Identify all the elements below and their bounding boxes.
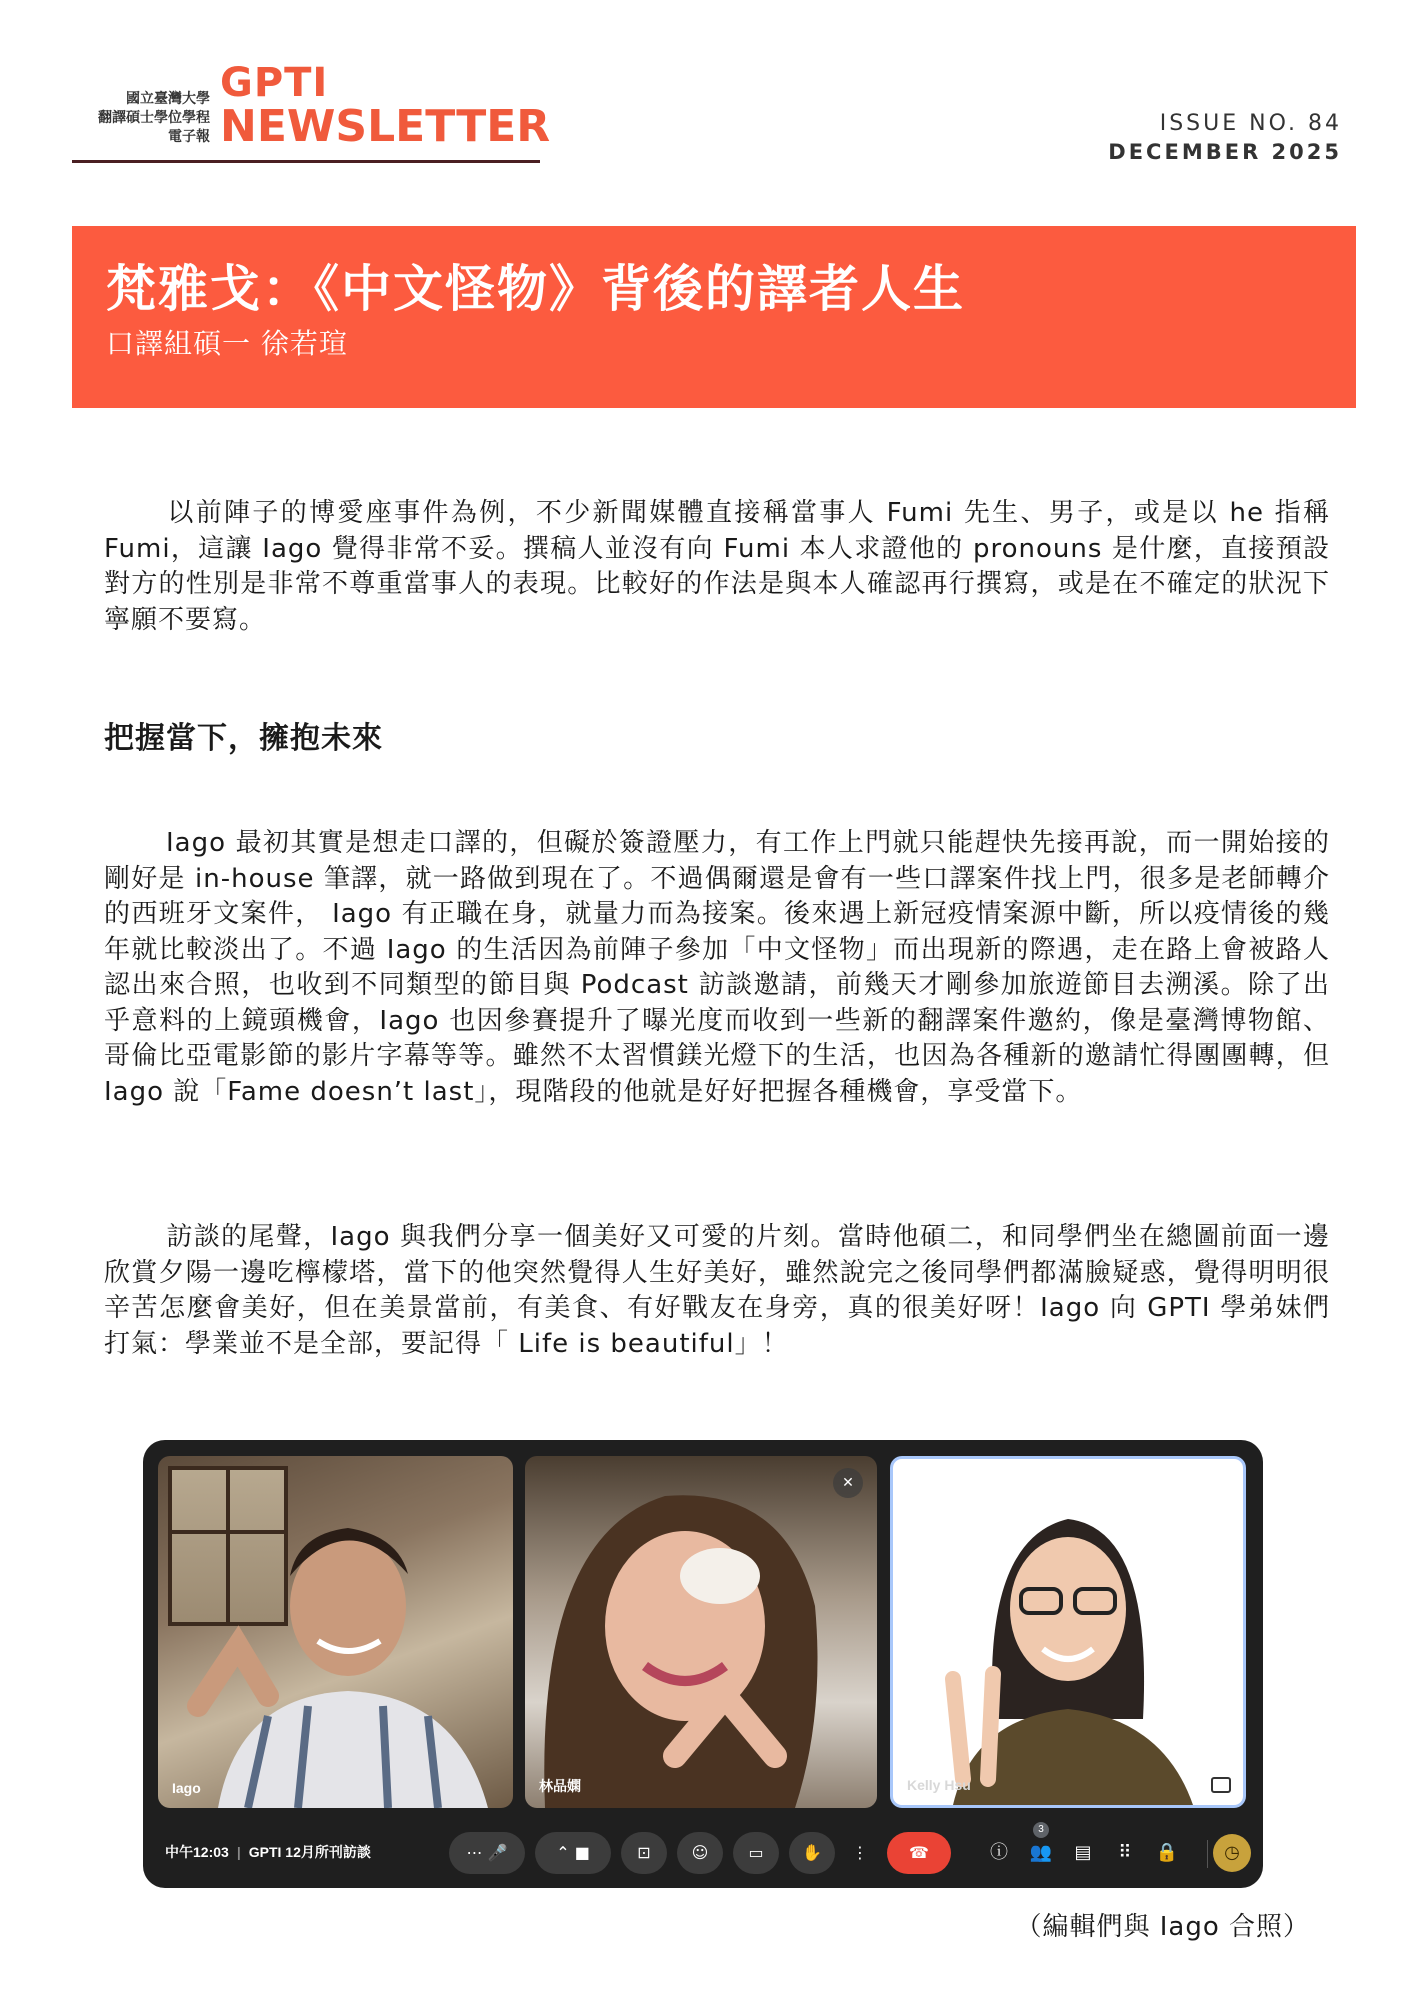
- separator: |: [236, 1844, 241, 1860]
- camera-icon: ■: [574, 1843, 590, 1862]
- fullscreen-icon: [1211, 1777, 1231, 1793]
- participant-tile: [525, 1456, 877, 1808]
- more-icon: ⋯: [466, 1843, 483, 1862]
- captions-icon: ▭: [748, 1843, 764, 1862]
- issue-date: DECEMBER 2025: [1108, 140, 1342, 164]
- masthead-rule: [72, 160, 540, 163]
- issue-info: [1108, 110, 1342, 166]
- info-icon: ⓘ: [990, 1842, 1008, 1863]
- masthead: [72, 60, 551, 164]
- camera-button[interactable]: [535, 1832, 611, 1874]
- people-icon: 👥: [1029, 1842, 1053, 1863]
- activities-button[interactable]: [1105, 1832, 1145, 1874]
- section-heading: 把握當下，擁抱未來: [104, 721, 383, 756]
- issue-number: ISSUE NO. 84: [1159, 111, 1342, 136]
- meeting-name: GPTI 12月所刊訪談: [248, 1844, 371, 1860]
- raise-hand-button[interactable]: [789, 1832, 835, 1874]
- article-title: 梵雅戈：《中文怪物》背後的譯者人生: [106, 260, 965, 318]
- paragraph: 訪談的尾聲，Iago 與我們分享一個美好又可愛的片刻。當時他碩二，和同學們坐在總圖前面一邊欣賞夕陽一邊吃檸檬塔，當下的他突然覺得人生好美好，雖然說完之後同學們都滿臉疑惑，覺得明明很辛苦怎麼會美好，但在美景當前，有美食、有好戰友在身旁，真的很美好呀！Iago 向 GPTI 學弟妹們打氣：學業並不是全部，要記得「 Life is beautiful」！: [104, 1222, 1330, 1359]
- emoji-icon: ☺: [691, 1843, 709, 1862]
- timer-icon: ◷: [1224, 1842, 1240, 1863]
- captions-button[interactable]: [733, 1832, 779, 1874]
- mic-off-icon: ✕: [833, 1468, 863, 1498]
- chat-icon: ▤: [1074, 1842, 1092, 1863]
- participant-name: 林品嫻: [539, 1778, 581, 1794]
- toolbar-divider: [1207, 1840, 1208, 1868]
- more-vert-icon: ⋮: [852, 1843, 868, 1862]
- participant-photo: [893, 1459, 1243, 1805]
- end-call-icon: ☎: [909, 1843, 929, 1862]
- activities-icon: ⠿: [1118, 1842, 1132, 1863]
- mic-button[interactable]: [449, 1832, 525, 1874]
- newsletter-logo: GPTI NEWSLETTER: [220, 60, 551, 152]
- emoji-button[interactable]: [677, 1832, 723, 1874]
- people-button[interactable]: [1021, 1824, 1061, 1874]
- video-call-screenshot: [143, 1440, 1263, 1888]
- present-button[interactable]: [621, 1832, 667, 1874]
- host-controls-icon: 🔒: [1155, 1842, 1179, 1863]
- end-call-button[interactable]: [887, 1832, 951, 1874]
- meeting-info: [165, 1842, 371, 1862]
- raise-hand-icon: ✋: [802, 1843, 822, 1862]
- meeting-time: 中午12:03: [165, 1844, 229, 1860]
- organization-name: 國立臺灣大學 翻譯碩士學位學程 電子報: [98, 91, 210, 145]
- participant-tile: [890, 1456, 1246, 1808]
- host-controls-button[interactable]: [1147, 1832, 1187, 1874]
- participant-name: Kelly Hsu: [907, 1777, 971, 1793]
- participant-name: Iago: [172, 1780, 201, 1796]
- people-count-badge: 3: [1033, 1822, 1049, 1838]
- participant-photo: [525, 1456, 877, 1808]
- mic-icon: 🎤: [487, 1843, 508, 1862]
- paragraph: 以前陣子的博愛座事件為例，不少新聞媒體直接稱當事人 Fumi 先生、男子，或是以 he 指稱 Fumi，這讓 Iago 覺得非常不妥。撰稿人並沒有向 Fumi 本人求證他的 pronouns 是什麼，直接預設對方的性別是非常不尊重當事人的表現。比較好的作法是與本人確認再行撰寫，或是在不確定的狀況下寧願不要寫。: [104, 498, 1330, 635]
- timer-button[interactable]: [1213, 1834, 1251, 1872]
- present-icon: ⊡: [637, 1843, 651, 1862]
- call-toolbar: [143, 1820, 1263, 1888]
- info-button[interactable]: [979, 1832, 1019, 1874]
- paragraph: Iago 最初其實是想走口譯的，但礙於簽證壓力，有工作上門就只能趕快先接再說，而一開始接的剛好是 in-house 筆譯，就一路做到現在了。不過偶爾還是會有一些口譯案件找上門，很多是老師轉介的西班牙文案件， Iago 有正職在身，就量力而為接案。後來遇上新冠疫情案源中斷，所以疫情後的幾年就比較淡出了。不過 Iago 的生活因為前陣子參加「中文怪物」而出現新的際遇，走在路上會被路人認出來合照，也收到不同類型的節目與 Podcast 訪談邀請，前幾天才剛參加旅遊節目去溯溪。除了出乎意料的上鏡頭機會，Iago 也因參賽提升了曝光度而收到一些新的翻譯案件邀約，像是臺灣博物館、哥倫比亞電影節的影片字幕等等。雖然不太習慣鎂光燈下的生活，也因為各種新的邀請忙得團團轉，但 Iago 說「Fame doesn’t last」，現階段的他就是好好把握各種機會，享受當下。: [104, 828, 1330, 1107]
- participant-tile: [158, 1456, 513, 1808]
- article-author: 口譯組碩一 徐若瑄: [106, 327, 348, 360]
- chat-button[interactable]: [1063, 1832, 1103, 1874]
- chevron-up-icon: ⌃: [556, 1843, 570, 1862]
- participant-photo: [158, 1456, 513, 1808]
- title-banner: [72, 226, 1356, 408]
- more-options-button[interactable]: [845, 1832, 875, 1874]
- photo-caption: （編輯們與 Iago 合照）: [1015, 1912, 1310, 1942]
